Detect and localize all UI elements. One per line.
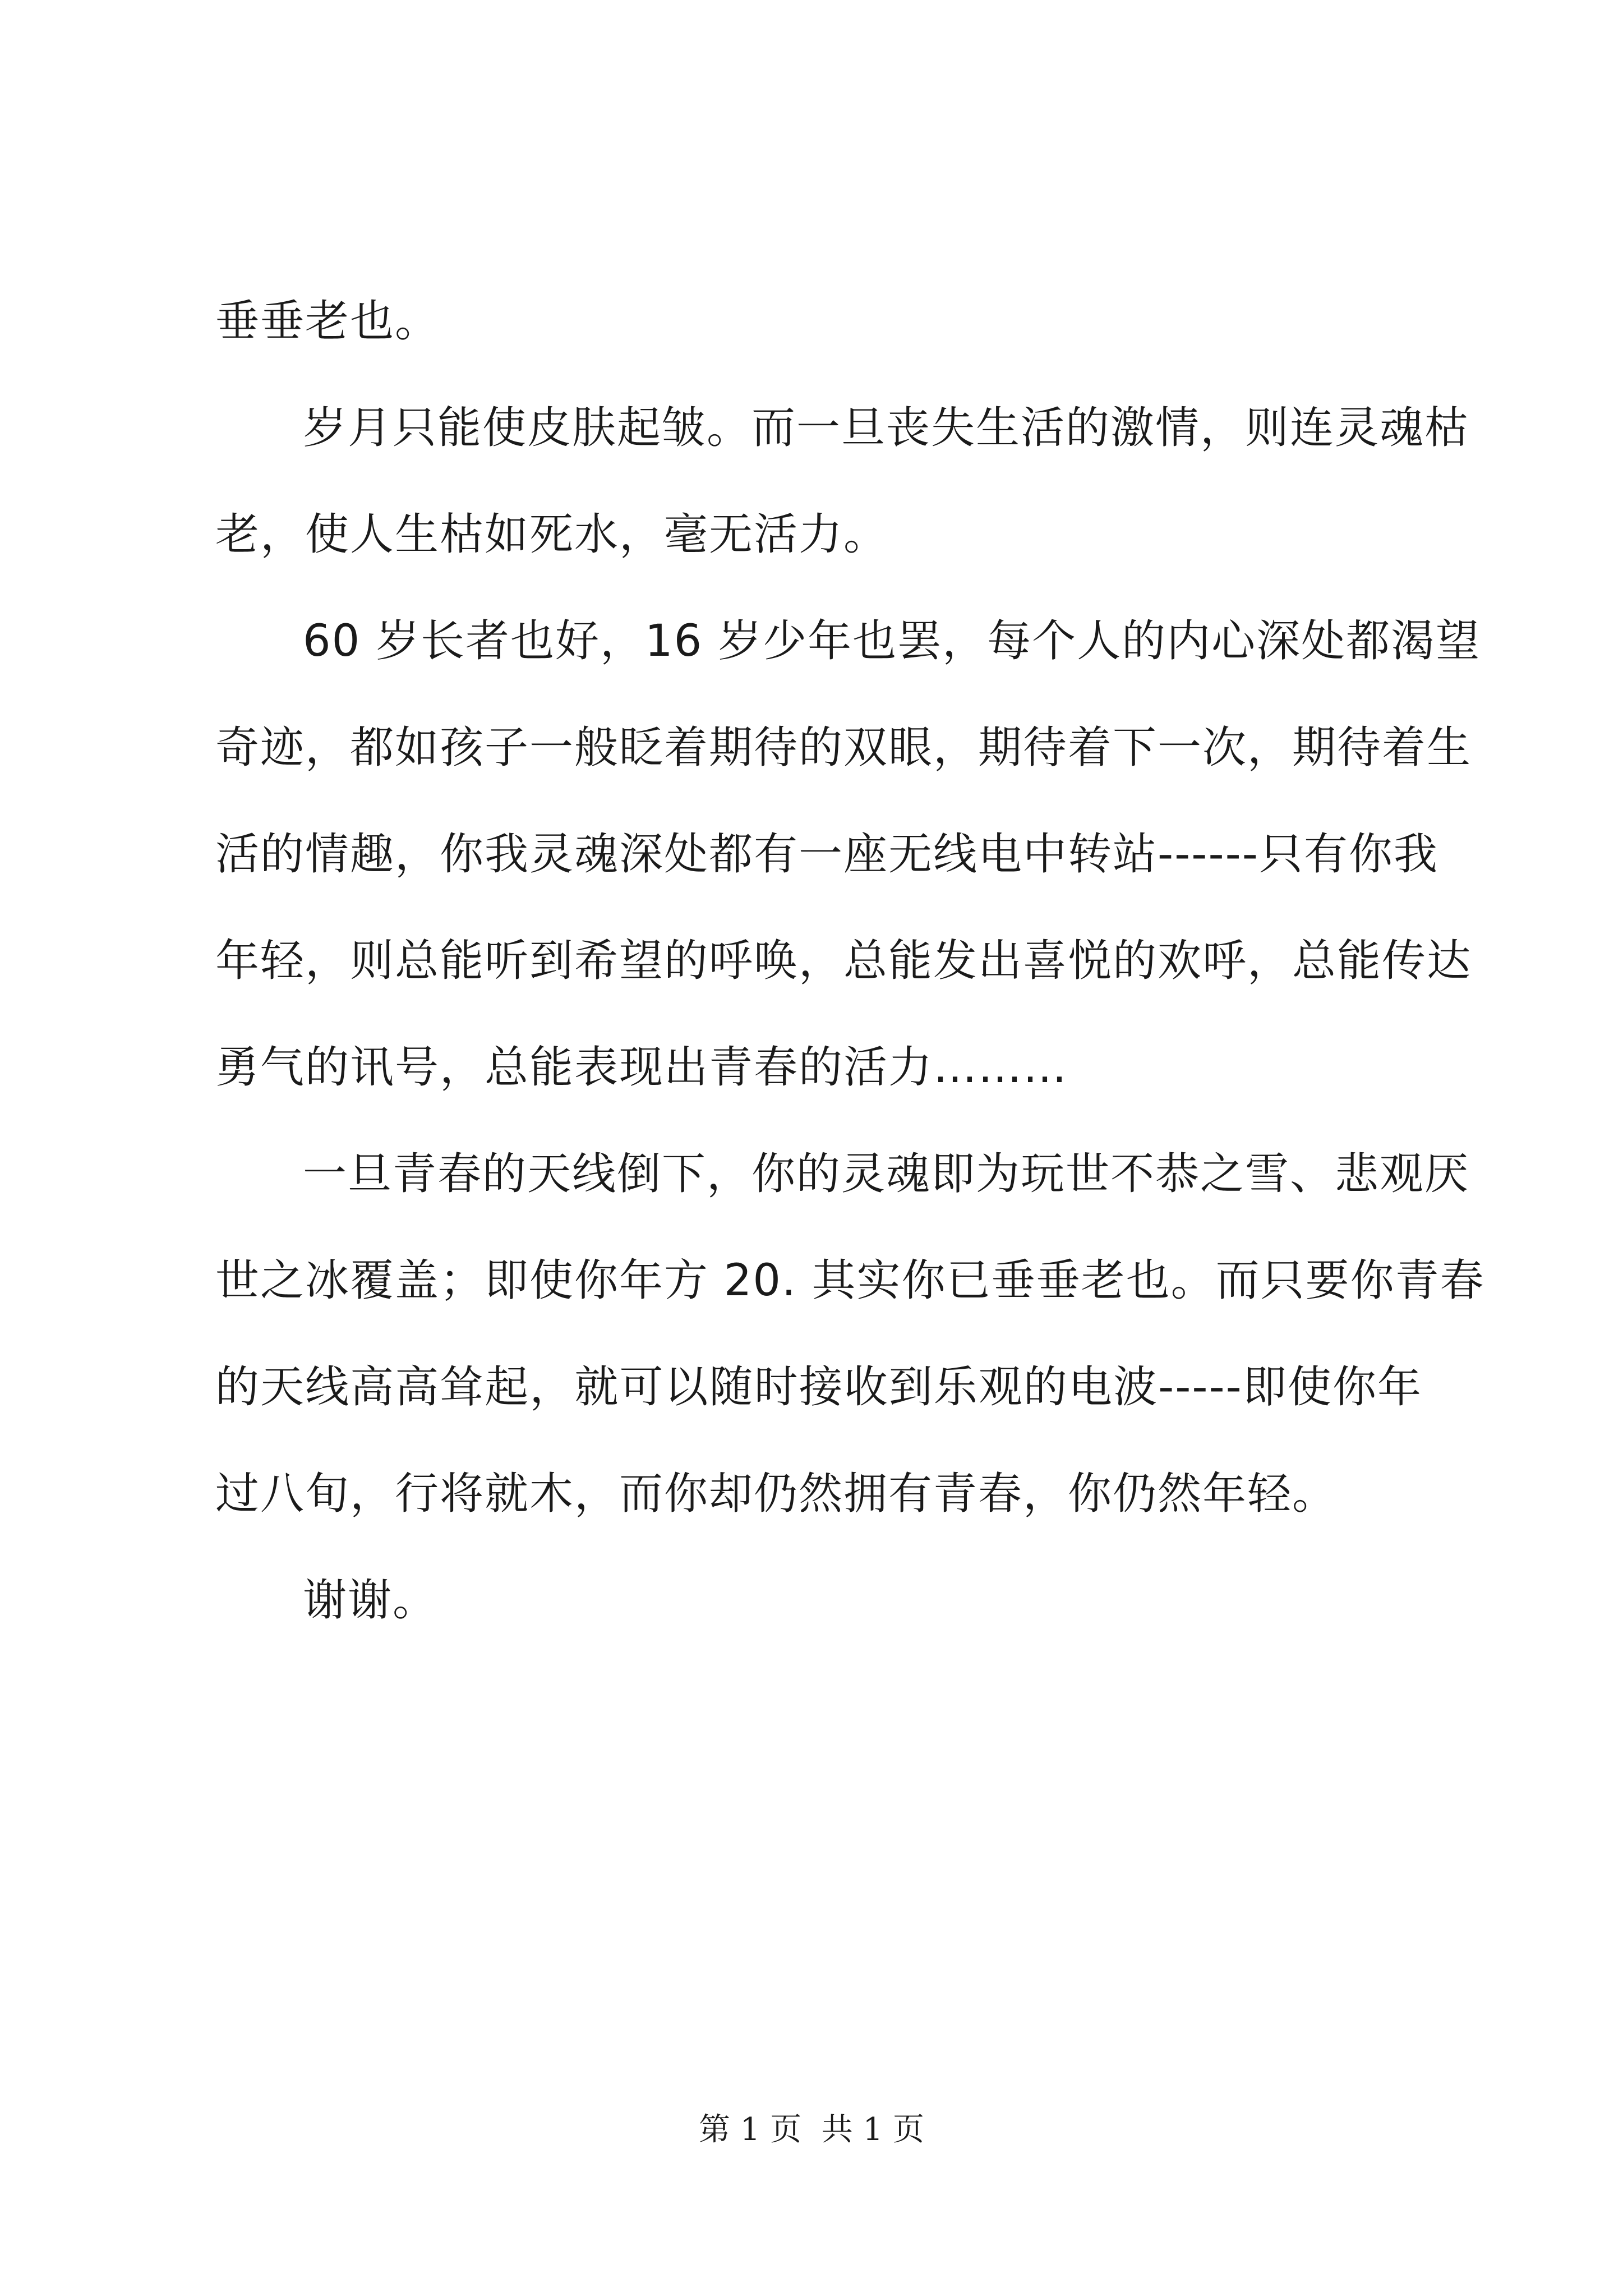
text-line: 60 岁长者也好，16 岁少年也罢，每个人的内心深处都渴望 [303, 616, 1481, 666]
text-line: 一旦青春的天线倒下，你的灵魂即为玩世不恭之雪、悲观厌 [303, 1149, 1470, 1199]
text-line: 世之冰覆盖；即使你年方 20. 其实你已垂垂老也。而只要你青春 [215, 1255, 1485, 1306]
text-line: 过八旬，行将就木，而你却仍然拥有青春，你仍然年轻。 [215, 1469, 1338, 1519]
text-line: 谢谢。 [303, 1575, 438, 1626]
text-line: 奇迹，都如孩子一般眨着期待的双眼，期待着下一次，期待着生 [215, 723, 1472, 773]
text-line: 勇气的讯号，总能表现出青春的活力……… [215, 1042, 1068, 1093]
text-line: 垂垂老也。 [215, 296, 440, 347]
body-text [215, 268, 1485, 1654]
text-line: 岁月只能使皮肤起皱。而一旦丧失生活的激情，则连灵魂枯 [303, 403, 1470, 453]
text-line: 老，使人生枯如死水，毫无活力。 [215, 509, 889, 560]
text-line: 的天线高高耸起，就可以随时接收到乐观的电波-----即使你年 [215, 1362, 1422, 1412]
text-line: 活的情趣，你我灵魂深处都有一座无线电中转站------只有你我 [215, 829, 1438, 880]
page-number-footer: 第 1 页 共 1 页 [698, 2111, 925, 2148]
text-line: 年轻，则总能听到希望的呼唤，总能发出喜悦的欢呼，总能传达 [215, 936, 1472, 986]
